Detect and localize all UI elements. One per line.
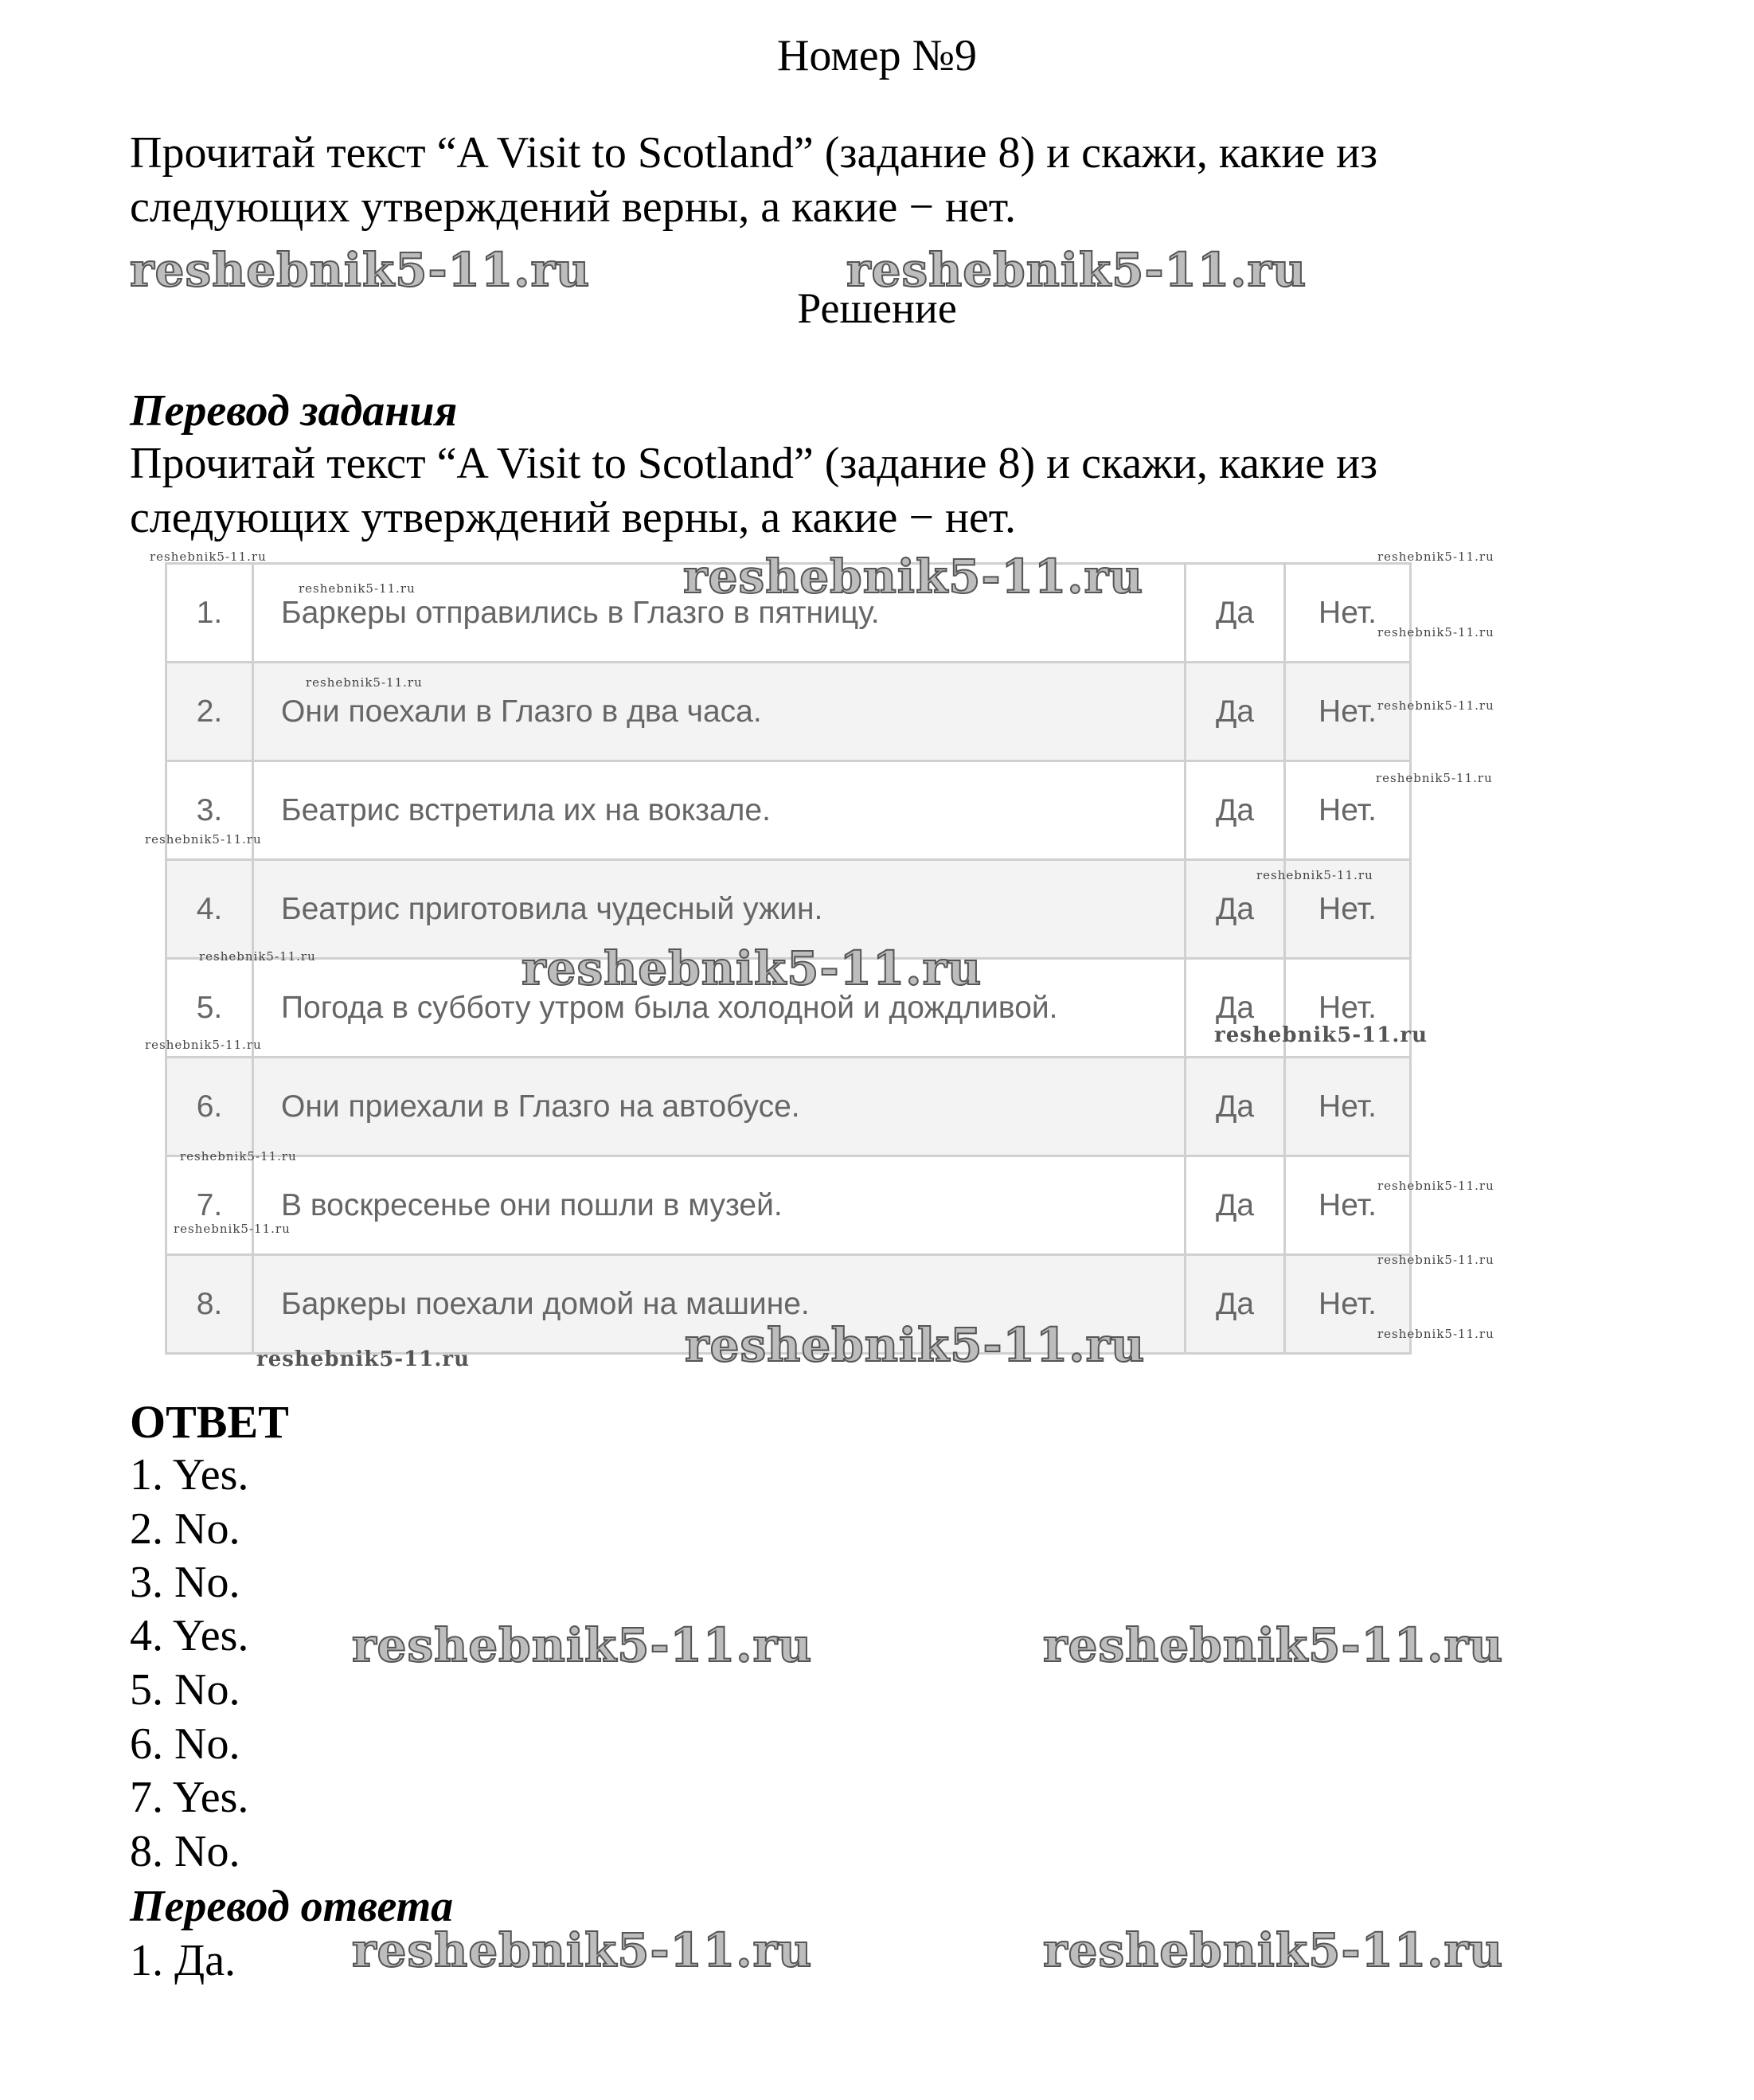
watermark: reshebnik5-11.ru [145,1038,262,1052]
answer-item: 1. Yes. [130,1450,249,1500]
table-row [166,761,1411,860]
statement-yes: Да [1186,860,1285,959]
answer-item: 7. Yes. [130,1773,249,1822]
answer-item: 8. No. [130,1827,240,1876]
table-row [166,1156,1411,1255]
statement-text: В воскресенье они пошли в музей. [253,1156,1186,1255]
statement-no: Нет. [1285,663,1411,761]
watermark: reshebnik5-11.ru [1256,868,1373,882]
watermark: reshebnik5-11.ru [130,243,591,297]
watermark: reshebnik5-11.ru [352,1923,813,1977]
watermark: reshebnik5-11.ru [846,243,1307,297]
answer-item: 2. No. [130,1504,240,1554]
answer-item: 3. No. [130,1558,240,1607]
watermark: reshebnik5-11.ru [199,949,316,964]
task-text-line-2: следующих утверждений верны, а какие − нет. [130,182,1017,232]
watermark: reshebnik5-11.ru [1377,1327,1494,1341]
statement-text: Погода в субботу утром была холодной и дождливой. [253,959,1186,1058]
statement-yes: Да [1186,761,1285,860]
watermark: reshebnik5-11.ru [1377,625,1494,639]
watermark: reshebnik5-11.ru [683,549,1144,604]
statement-no: Нет. [1285,1058,1411,1156]
watermark: reshebnik5-11.ru [1043,1923,1504,1977]
statement-number: 1. [166,564,253,663]
task-text-line-1: Прочитай текст “A Visit to Scotland” (задание 8) и скажи, какие из [130,128,1378,178]
statement-text: Они поехали в Глазго в два часа. [253,663,1186,761]
watermark: reshebnik5-11.ru [299,581,416,596]
statement-yes: Да [1186,564,1285,663]
watermark: reshebnik5-11.ru [256,1347,471,1371]
translation-heading: Перевод задания [130,386,458,436]
watermark: reshebnik5-11.ru [522,941,982,995]
statement-yes: Да [1186,959,1285,1058]
statement-text: Они приехали в Глазго на автобусе. [253,1058,1186,1156]
statement-no: Нет. [1285,860,1411,959]
answer-item: 6. No. [130,1719,240,1769]
page-title: Номер №9 [776,31,978,80]
statement-yes: Да [1186,1156,1285,1255]
watermark: reshebnik5-11.ru [1377,698,1494,713]
translation-line-1: Прочитай текст “A Visit to Scotland” (задание 8) и скажи, какие из [130,439,1378,488]
statement-number: 4. [166,860,253,959]
watermark: reshebnik5-11.ru [180,1149,297,1163]
watermark: reshebnik5-11.ru [145,832,262,847]
statement-text: Беатрис приготовила чудесный ужин. [253,860,1186,959]
statement-number: 8. [166,1255,253,1354]
watermark: reshebnik5-11.ru [1043,1618,1504,1672]
watermark: reshebnik5-11.ru [306,675,423,690]
statement-number: 2. [166,663,253,761]
watermark: reshebnik5-11.ru [1214,1023,1428,1047]
statement-no: Нет. [1285,1156,1411,1255]
answer-translation-heading: Перевод ответа [130,1882,454,1931]
statement-yes: Да [1186,1255,1285,1354]
watermark: reshebnik5-11.ru [1376,771,1493,785]
statement-yes: Да [1186,663,1285,761]
statement-number: 6. [166,1058,253,1156]
solution-label: Решение [797,284,957,332]
watermark: reshebnik5-11.ru [150,549,267,564]
answer-item: 5. No. [130,1665,240,1715]
statement-no: Нет. [1285,959,1411,1058]
watermark: reshebnik5-11.ru [1377,1253,1494,1267]
watermark: reshebnik5-11.ru [1377,1179,1494,1193]
watermark: reshebnik5-11.ru [174,1222,291,1236]
watermark: reshebnik5-11.ru [685,1318,1146,1372]
statement-yes: Да [1186,1058,1285,1156]
statement-number: 7. [166,1156,253,1255]
watermark: reshebnik5-11.ru [352,1618,813,1672]
statement-text: Баркеры поехали домой на машине. [253,1255,1186,1354]
statement-no: Нет. [1285,564,1411,663]
answer-translation-item: 1. Да. [130,1936,236,1985]
translation-line-2: следующих утверждений верны, а какие − нет. [130,493,1017,542]
statement-number: 3. [166,761,253,860]
statement-text: Беатрис встретила их на вокзале. [253,761,1186,860]
statement-number: 5. [166,959,253,1058]
statement-text: Баркеры отправились в Глазго в пятницу. [253,564,1186,663]
statement-no: Нет. [1285,1255,1411,1354]
watermark: reshebnik5-11.ru [1377,549,1494,564]
answer-item: 4. Yes. [130,1611,249,1660]
answer-heading: ОТВЕТ [130,1396,289,1448]
statement-no: Нет. [1285,761,1411,860]
table-row [166,1058,1411,1156]
